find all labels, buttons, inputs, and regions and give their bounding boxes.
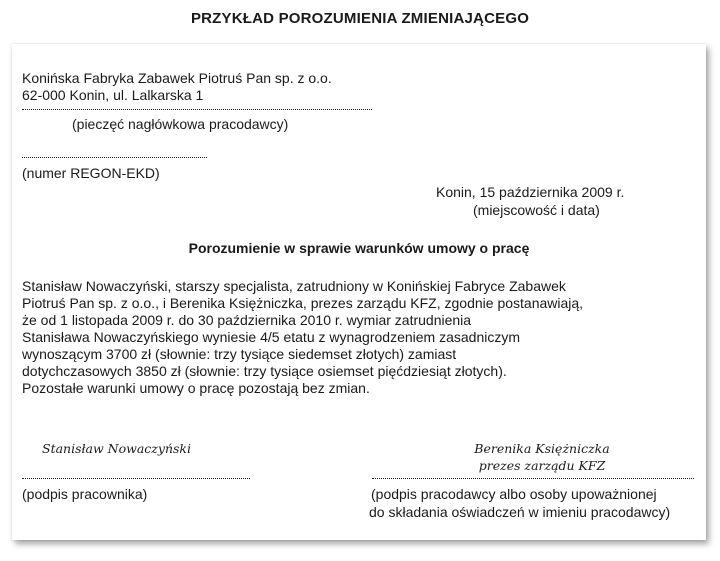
document-body xyxy=(22,278,583,397)
body-line: że od 1 listopada 2009 r. do 30 października 2010 r. wymiar zatrudnienia xyxy=(22,312,472,328)
employer-name: Konińska Fabryka Zabawek Piotruś Pan sp. z o.o. xyxy=(22,70,332,86)
page-heading: PRZYKŁAD POROZUMIENIA ZMIENIAJĄCEGO xyxy=(190,10,530,27)
body-line: Stanisław Nowaczyński, starszy specjalista, zatrudniony w Konińskiej Fabryce Zabawek xyxy=(22,278,566,294)
body-line: wynoszącym 3700 zł (słownie: trzy tysiące siedemset złotych) zamiast xyxy=(22,346,457,362)
document-title: Porozumienie w sprawie warunków umowy o pracę xyxy=(188,240,530,256)
employer-address: 62-000 Konin, ul. Lalkarska 1 xyxy=(22,87,204,103)
body-line: dotychczasowych 3850 zł (słownie: trzy tysiące osiemset pięćdziesiąt złotych). xyxy=(22,363,507,379)
body-line: Stanisława Nowaczyńskiego wyniesie 4/5 etatu z wynagrodzeniem zasadniczym xyxy=(22,329,521,345)
employee-signature-caption: (podpis pracownika) xyxy=(22,486,148,502)
employer-signature-caption-2: do składania oświadczeń w imieniu pracodawcy) xyxy=(369,504,671,520)
employer-signature-name: Berenika Księżniczka xyxy=(474,441,610,456)
employee-signature-line xyxy=(22,478,250,479)
stamp-caption: (pieczęć nagłówkowa pracodawcy) xyxy=(72,116,289,132)
place-date: Konin, 15 października 2009 r. xyxy=(436,184,625,200)
regon-dotted-line xyxy=(22,157,207,158)
employee-signature-name: Stanisław Nowaczyński xyxy=(42,441,191,456)
document-card xyxy=(12,44,706,540)
body-line: Pozostałe warunki umowy o pracę pozostają bez zmian. xyxy=(22,380,370,396)
body-line: Piotruś Pan sp. z o.o., i Berenika Księżniczka, prezes zarządu KFZ, zgodnie postanawiają, xyxy=(22,295,584,311)
regon-caption: (numer REGON-EKD) xyxy=(22,165,160,181)
place-date-caption: (miejscowość i data) xyxy=(473,202,600,218)
employer-signature-caption-1: (podpis pracodawcy albo osoby upoważnionej xyxy=(371,486,657,502)
employer-signature-role: prezes zarządu KFZ xyxy=(478,458,606,473)
stamp-dotted-line xyxy=(22,109,372,110)
employer-signature-line xyxy=(372,478,694,479)
